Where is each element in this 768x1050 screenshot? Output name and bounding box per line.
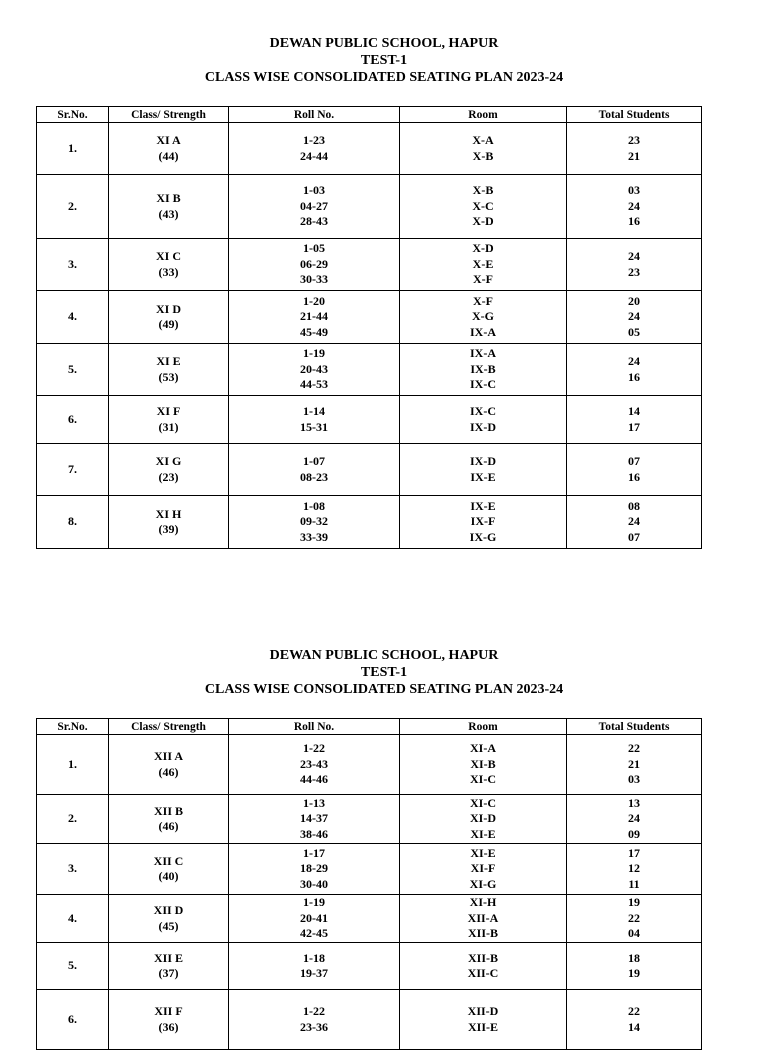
class-strength: (23) [158, 469, 179, 484]
room-cell [400, 496, 567, 549]
column-header-roll-no: Roll No. [229, 719, 400, 735]
class-name: XII F [154, 1004, 183, 1018]
total-count: 05 [628, 324, 640, 339]
class-name: XII A [153, 749, 183, 763]
column-header-room: Room [400, 719, 567, 735]
total-count: 09 [628, 826, 640, 841]
total-count: 21 [628, 756, 640, 771]
total-count: 22 [628, 910, 640, 925]
sr-no: 5. [68, 361, 77, 376]
roll-range: 23-36 [300, 1019, 328, 1034]
class-name: XII D [153, 903, 184, 917]
total-count: 18 [628, 950, 640, 965]
roll-range: 23-43 [300, 756, 328, 771]
class-strength: (39) [158, 522, 179, 536]
roll-range: 04-27 [300, 198, 328, 213]
room-name: IX-A [470, 324, 496, 339]
roll-range: 30-33 [300, 272, 328, 287]
total-students-cell [567, 895, 702, 943]
total-students-cell [567, 344, 702, 396]
room-cell [400, 344, 567, 396]
seating-plan-table [36, 106, 702, 549]
room-name: XI-F [470, 861, 496, 876]
class-name: XI C [155, 249, 181, 263]
roll-range: 33-39 [300, 529, 328, 544]
roll-range: 1-19 [303, 895, 325, 910]
class-strength-cell [109, 175, 229, 239]
total-count: 07 [628, 454, 640, 468]
total-count: 16 [628, 214, 640, 229]
class-strength-cell [109, 291, 229, 344]
seating-plan-section-1 [0, 35, 768, 86]
table-row [37, 990, 702, 1050]
room-cell [400, 123, 567, 175]
sr-no: 5. [68, 958, 77, 973]
class-strength: (37) [158, 966, 179, 980]
roll-range: 20-43 [300, 361, 328, 376]
sr-no-cell [37, 844, 109, 895]
roll-range: 1-17 [303, 845, 325, 860]
class-strength: (43) [158, 206, 179, 221]
total-count: 03 [628, 772, 640, 787]
column-header-roll-no: Roll No. [229, 107, 400, 123]
room-name: XII-B [467, 950, 498, 965]
total-count: 07 [628, 529, 640, 544]
class-strength: (33) [158, 264, 179, 279]
roll-range: 1-05 [303, 241, 325, 256]
sr-no-cell [37, 396, 109, 444]
roll-no-cell [229, 943, 400, 990]
room-name: IX-E [470, 498, 496, 513]
room-name: X-B [472, 183, 494, 198]
total-count: 21 [628, 148, 640, 163]
class-name: XI G [155, 454, 182, 468]
table-row [37, 895, 702, 943]
class-strength-cell [109, 239, 229, 291]
total-count: 16 [628, 369, 640, 384]
class-strength: (36) [158, 1019, 179, 1034]
roll-no-cell [229, 291, 400, 344]
room-name: X-E [472, 256, 494, 271]
table-header-row [37, 719, 702, 735]
column-header-class-strength: Class/ Strength [109, 719, 229, 735]
table-row [37, 496, 702, 549]
roll-range: 24-44 [300, 148, 328, 163]
table-row [37, 239, 702, 291]
room-name: IX-C [470, 404, 496, 418]
sr-no: 2. [68, 198, 77, 213]
seating-plan-table [36, 718, 702, 1050]
total-students-cell [567, 291, 702, 344]
roll-no-cell [229, 123, 400, 175]
room-name: IX-B [470, 361, 496, 376]
room-name: X-C [472, 198, 494, 213]
total-count: 24 [628, 811, 640, 826]
total-students-cell [567, 123, 702, 175]
table-row [37, 444, 702, 496]
table-row [37, 735, 702, 795]
total-count: 19 [628, 895, 640, 910]
total-count: 24 [628, 198, 640, 213]
sr-no: 1. [68, 756, 77, 771]
class-name: XI D [155, 301, 181, 316]
room-name: X-F [473, 272, 493, 287]
sr-no-cell [37, 444, 109, 496]
roll-range: 20-41 [300, 910, 328, 925]
room-cell [400, 795, 567, 844]
roll-range: 1-22 [303, 741, 325, 756]
column-header-sr-no: Sr.No. [37, 719, 109, 735]
room-name: IX-E [470, 469, 496, 484]
sr-no-cell [37, 123, 109, 175]
room-cell [400, 735, 567, 795]
room-cell [400, 239, 567, 291]
roll-range: 18-29 [300, 861, 328, 876]
sr-no: 4. [68, 309, 77, 324]
roll-no-cell [229, 444, 400, 496]
plan-title: CLASS WISE CONSOLIDATED SEATING PLAN 2023-24 [204, 70, 564, 85]
class-strength-cell [109, 344, 229, 396]
class-strength-cell [109, 123, 229, 175]
total-count: 13 [628, 795, 640, 810]
room-cell [400, 895, 567, 943]
total-students-cell [567, 943, 702, 990]
table-row [37, 844, 702, 895]
column-header-total-students: Total Students [567, 719, 702, 735]
class-name: XI B [156, 191, 181, 205]
test-name: TEST-1 [360, 665, 408, 680]
test-name: TEST-1 [360, 53, 408, 68]
table-row [37, 396, 702, 444]
sr-no-cell [37, 795, 109, 844]
total-students-cell [567, 444, 702, 496]
room-cell [400, 396, 567, 444]
roll-range: 19-37 [300, 966, 328, 980]
sr-no-cell [37, 496, 109, 549]
roll-range: 38-46 [300, 826, 328, 841]
sr-no-cell [37, 735, 109, 795]
room-name: XI-A [470, 741, 496, 756]
room-name: XI-E [470, 845, 496, 860]
room-name: IX-A [470, 346, 496, 361]
roll-no-cell [229, 795, 400, 844]
roll-range: 15-31 [300, 419, 328, 434]
school-name: DEWAN PUBLIC SCHOOL, HAPUR [269, 648, 499, 663]
roll-no-cell [229, 344, 400, 396]
room-cell [400, 844, 567, 895]
table-row [37, 795, 702, 844]
roll-range: 44-53 [300, 377, 328, 392]
roll-range: 1-19 [303, 346, 325, 361]
roll-range: 1-13 [303, 795, 325, 810]
class-strength-cell [109, 496, 229, 549]
room-name: X-B [472, 148, 494, 163]
total-count: 20 [628, 293, 640, 308]
total-count: 14 [628, 404, 640, 418]
total-count: 17 [628, 419, 640, 434]
room-name: X-F [473, 293, 493, 308]
roll-range: 06-29 [300, 256, 328, 271]
table-row [37, 175, 702, 239]
sr-no: 4. [68, 910, 77, 925]
total-count: 24 [628, 249, 640, 263]
roll-range: 44-46 [300, 772, 328, 787]
seating-plan-section-2 [0, 647, 768, 698]
class-strength: (40) [158, 869, 179, 883]
room-cell [400, 175, 567, 239]
table-row [37, 943, 702, 990]
room-name: XI-B [470, 756, 496, 771]
class-name: XI A [156, 133, 181, 147]
room-name: XI-G [469, 876, 497, 891]
room-cell [400, 943, 567, 990]
room-name: IX-C [470, 377, 496, 392]
sr-no: 1. [68, 140, 77, 155]
sr-no: 2. [68, 811, 77, 826]
total-count: 24 [628, 354, 640, 368]
total-count: 11 [628, 876, 640, 891]
total-count: 23 [628, 133, 640, 147]
class-strength: (45) [158, 918, 179, 933]
room-name: X-G [472, 309, 494, 324]
roll-range: 1-20 [303, 293, 325, 308]
class-strength: (46) [158, 819, 179, 833]
sr-no: 6. [68, 1011, 77, 1026]
roll-range: 1-03 [303, 183, 325, 198]
room-name: X-A [472, 133, 494, 147]
roll-no-cell [229, 239, 400, 291]
total-count: 19 [628, 966, 640, 980]
total-students-cell [567, 239, 702, 291]
total-count: 14 [628, 1019, 640, 1034]
section-header [0, 647, 768, 698]
class-strength-cell [109, 396, 229, 444]
total-students-cell [567, 990, 702, 1050]
class-strength-cell [109, 735, 229, 795]
table-header-row [37, 107, 702, 123]
roll-no-cell [229, 844, 400, 895]
total-count: 03 [628, 183, 640, 198]
total-students-cell [567, 795, 702, 844]
roll-range: 28-43 [300, 214, 328, 229]
total-count: 24 [628, 514, 640, 529]
roll-range: 1-08 [303, 498, 325, 513]
column-header-room: Room [400, 107, 567, 123]
total-count: 22 [628, 1004, 640, 1018]
room-name: XI-C [470, 772, 496, 787]
room-name: XI-H [469, 895, 497, 910]
class-strength: (31) [158, 419, 179, 434]
column-header-class-strength: Class/ Strength [109, 107, 229, 123]
sr-no: 6. [68, 411, 77, 426]
section-header [0, 35, 768, 86]
class-name: XI H [155, 506, 182, 521]
room-name: IX-F [470, 514, 496, 529]
total-students-cell [567, 396, 702, 444]
sr-no: 7. [68, 461, 77, 476]
column-header-total-students: Total Students [567, 107, 702, 123]
class-strength: (53) [158, 369, 179, 384]
total-count: 16 [628, 469, 640, 484]
sr-no-cell [37, 175, 109, 239]
sr-no-cell [37, 990, 109, 1050]
room-name: XI-E [470, 826, 496, 841]
sr-no-cell [37, 239, 109, 291]
sr-no: 8. [68, 514, 77, 529]
room-name: XII-C [467, 966, 499, 980]
total-students-cell [567, 496, 702, 549]
school-name: DEWAN PUBLIC SCHOOL, HAPUR [269, 36, 499, 51]
table-row [37, 123, 702, 175]
roll-range: 1-18 [303, 950, 325, 965]
sr-no: 3. [68, 861, 77, 876]
total-students-cell [567, 175, 702, 239]
table-row [37, 344, 702, 396]
roll-range: 21-44 [300, 309, 328, 324]
total-count: 23 [628, 264, 640, 279]
class-strength-cell [109, 844, 229, 895]
room-name: XI-D [470, 811, 496, 826]
roll-no-cell [229, 990, 400, 1050]
class-strength-cell [109, 795, 229, 844]
room-name: XII-D [467, 1004, 499, 1018]
roll-no-cell [229, 496, 400, 549]
total-count: 04 [628, 926, 640, 941]
room-name: X-D [472, 214, 494, 229]
class-strength-cell [109, 943, 229, 990]
room-name: IX-D [470, 419, 496, 434]
class-name: XII E [153, 950, 183, 965]
sr-no-cell [37, 895, 109, 943]
roll-range: 1-23 [303, 133, 325, 147]
roll-range: 08-23 [300, 469, 328, 484]
class-name: XI F [156, 404, 181, 418]
class-name: XII B [153, 803, 183, 818]
roll-range: 09-32 [300, 514, 328, 529]
roll-range: 30-40 [300, 876, 328, 891]
sr-no-cell [37, 291, 109, 344]
roll-no-cell [229, 735, 400, 795]
plan-title: CLASS WISE CONSOLIDATED SEATING PLAN 2023-24 [204, 682, 564, 697]
class-name: XI E [156, 354, 181, 368]
sr-no: 3. [68, 256, 77, 271]
room-name: XII-A [467, 910, 499, 925]
class-name: XII C [153, 853, 184, 868]
sr-no-cell [37, 344, 109, 396]
class-strength-cell [109, 990, 229, 1050]
roll-range: 42-45 [300, 926, 328, 941]
total-count: 17 [628, 845, 640, 860]
class-strength: (46) [158, 764, 179, 779]
roll-no-cell [229, 895, 400, 943]
room-name: IX-D [470, 454, 496, 468]
total-count: 08 [628, 498, 640, 513]
room-name: XII-B [467, 926, 498, 941]
class-strength-cell [109, 444, 229, 496]
total-count: 22 [628, 741, 640, 756]
roll-no-cell [229, 175, 400, 239]
roll-range: 45-49 [300, 324, 328, 339]
roll-range: 1-14 [303, 404, 325, 418]
room-name: XII-E [467, 1019, 498, 1034]
class-strength: (49) [158, 317, 179, 331]
room-name: IX-G [469, 529, 497, 544]
total-count: 24 [628, 309, 640, 324]
total-students-cell [567, 735, 702, 795]
roll-range: 14-37 [300, 811, 328, 826]
roll-range: 1-22 [303, 1004, 325, 1018]
class-strength: (44) [158, 148, 179, 163]
room-cell [400, 291, 567, 344]
room-cell [400, 990, 567, 1050]
room-name: X-D [472, 241, 494, 256]
room-cell [400, 444, 567, 496]
column-header-sr-no: Sr.No. [37, 107, 109, 123]
roll-no-cell [229, 396, 400, 444]
roll-range: 1-07 [303, 454, 325, 468]
total-students-cell [567, 844, 702, 895]
total-count: 12 [628, 861, 640, 876]
sr-no-cell [37, 943, 109, 990]
table-row [37, 291, 702, 344]
room-name: XI-C [470, 795, 496, 810]
class-strength-cell [109, 895, 229, 943]
